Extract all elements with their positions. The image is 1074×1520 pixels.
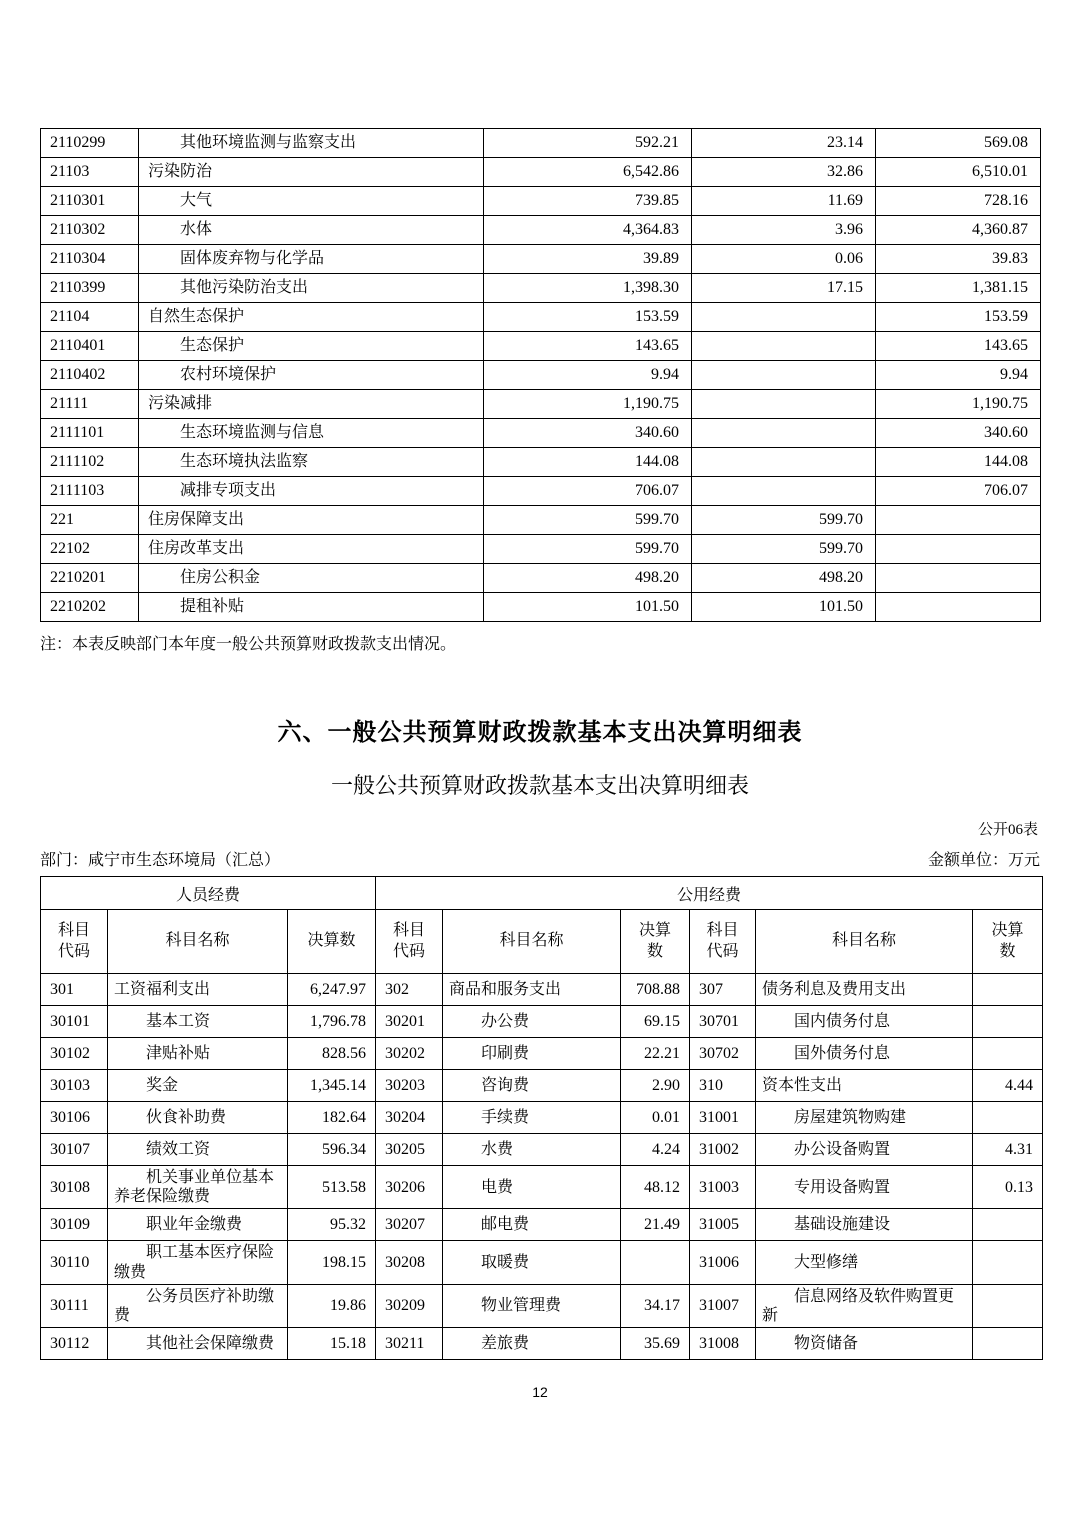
funding-table-row [41,158,1041,187]
detail-table-row [41,974,1043,1006]
amount-cell: 39.83 [876,245,1041,274]
amount-cell: 513.58 [288,1166,376,1209]
subject-name-cell: 津贴补贴 [108,1038,288,1070]
subject-name-cell: 专用设备购置 [756,1166,973,1209]
subject-name-cell: 差旅费 [443,1328,621,1360]
amount-cell: 739.85 [484,187,692,216]
col-header-amount: 决算数 [621,910,690,974]
amount-cell: 9.94 [876,361,1041,390]
subject-name-cell: 生态环境执法监察 [139,448,484,477]
amount-cell: 2.90 [621,1070,690,1102]
subject-name-cell: 取暖费 [443,1241,621,1284]
amount-cell: 4.31 [973,1134,1043,1166]
subject-code-cell: 21104 [41,303,139,332]
subject-code-cell: 30106 [41,1102,108,1134]
funding-table-row [41,274,1041,303]
amount-cell: 340.60 [876,419,1041,448]
detail-table-row [41,1038,1043,1070]
section-heading: 六、一般公共预算财政拨款基本支出决算明细表 [277,719,803,746]
subject-name-cell: 其他社会保障缴费 [108,1328,288,1360]
amount-cell: 144.08 [484,448,692,477]
subject-name-cell: 国外债务付息 [756,1038,973,1070]
subject-code-cell: 30208 [376,1241,443,1284]
subject-name-cell: 电费 [443,1166,621,1209]
subject-name-cell: 物资储备 [756,1328,973,1360]
department-label: 部门：咸宁市生态环境局（汇总） [40,852,281,869]
subject-name-cell: 住房改革支出 [139,535,484,564]
amount-cell: 69.15 [621,1006,690,1038]
subject-code-cell: 30702 [690,1038,756,1070]
amount-cell [621,1241,690,1284]
amount-cell: 11.69 [692,187,876,216]
amount-cell: 1,345.14 [288,1070,376,1102]
amount-cell: 569.08 [876,129,1041,158]
subject-code-cell: 302 [376,974,443,1006]
amount-cell: 4.44 [973,1070,1043,1102]
funding-table-row [41,361,1041,390]
amount-cell: 498.20 [692,564,876,593]
amount-cell: 32.86 [692,158,876,187]
funding-table-row [41,332,1041,361]
amount-cell: 599.70 [692,535,876,564]
column-header-row [41,910,1043,974]
amount-cell: 101.50 [484,593,692,622]
subject-code-cell: 30107 [41,1134,108,1166]
amount-cell [973,1038,1043,1070]
amount-cell: 95.32 [288,1209,376,1241]
amount-cell: 48.12 [621,1166,690,1209]
subject-code-cell: 30102 [41,1038,108,1070]
unit-label: 金额单位：万元 [927,852,1040,869]
amount-cell [692,332,876,361]
funding-table-row [41,245,1041,274]
amount-cell: 15.18 [288,1328,376,1360]
subject-code-cell: 31008 [690,1328,756,1360]
subject-code-cell: 30205 [376,1134,443,1166]
subject-name-cell: 奖金 [108,1070,288,1102]
col-header-amount: 决算数 [288,910,376,974]
amount-cell: 592.21 [484,129,692,158]
subject-code-cell: 307 [690,974,756,1006]
subject-code-cell: 30103 [41,1070,108,1102]
subject-name-cell: 固体废弃物与化学品 [139,245,484,274]
subject-code-cell: 2110401 [41,332,139,361]
detail-table-row [41,1328,1043,1360]
subject-name-cell: 职业年金缴费 [108,1209,288,1241]
amount-cell [692,390,876,419]
table-code-label: 公开06表 [977,822,1038,838]
subject-code-cell: 2110304 [41,245,139,274]
subject-code-cell: 21111 [41,390,139,419]
amount-cell: 599.70 [692,506,876,535]
subject-name-cell: 生态保护 [139,332,484,361]
subject-name-cell: 住房公积金 [139,564,484,593]
subject-name-cell: 大型修缮 [756,1241,973,1284]
subject-name-cell: 信息网络及软件购置更新 [756,1284,973,1327]
amount-cell [692,477,876,506]
subject-name-cell: 工资福利支出 [108,974,288,1006]
group-header-row [41,877,1043,910]
subject-code-cell: 31002 [690,1134,756,1166]
amount-cell: 17.15 [692,274,876,303]
amount-cell: 144.08 [876,448,1041,477]
col-header-name: 科目名称 [443,910,621,974]
amount-cell: 6,542.86 [484,158,692,187]
page-number: 12 [532,1384,548,1401]
subject-name-cell: 房屋建筑物购建 [756,1102,973,1134]
amount-cell: 101.50 [692,593,876,622]
funding-table-row [41,390,1041,419]
amount-cell: 1,398.30 [484,274,692,303]
amount-cell: 9.94 [484,361,692,390]
subject-code-cell: 30110 [41,1241,108,1284]
subject-name-cell: 职工基本医疗保险缴费 [108,1241,288,1284]
amount-cell: 21.49 [621,1209,690,1241]
subject-name-cell: 基础设施建设 [756,1209,973,1241]
amount-cell: 596.34 [288,1134,376,1166]
subject-code-cell: 30112 [41,1328,108,1360]
table-title: 一般公共预算财政拨款基本支出决算明细表 [330,773,749,798]
funding-table-row [41,564,1041,593]
subject-code-cell: 221 [41,506,139,535]
amount-cell [973,1241,1043,1284]
subject-code-cell: 2111103 [41,477,139,506]
group-header-personnel: 人员经费 [41,877,376,910]
subject-name-cell: 污染防治 [139,158,484,187]
col-header-amount: 决算数 [973,910,1043,974]
amount-cell: 599.70 [484,535,692,564]
detail-table-row [41,1006,1043,1038]
detail-table-row [41,1209,1043,1241]
amount-cell: 23.14 [692,129,876,158]
subject-name-cell: 自然生态保护 [139,303,484,332]
funding-table-row [41,419,1041,448]
amount-cell: 4.24 [621,1134,690,1166]
subject-name-cell: 国内债务付息 [756,1006,973,1038]
subject-name-cell: 邮电费 [443,1209,621,1241]
subject-name-cell: 生态环境监测与信息 [139,419,484,448]
subject-name-cell: 资本性支出 [756,1070,973,1102]
amount-cell: 153.59 [876,303,1041,332]
amount-cell [973,1209,1043,1241]
funding-table-row [41,129,1041,158]
amount-cell: 498.20 [484,564,692,593]
amount-cell: 706.07 [484,477,692,506]
subject-code-cell: 310 [690,1070,756,1102]
detail-table-row [41,1102,1043,1134]
amount-cell [876,506,1041,535]
amount-cell: 706.07 [876,477,1041,506]
detail-table-row [41,1166,1043,1209]
amount-cell: 4,364.83 [484,216,692,245]
subject-name-cell: 办公费 [443,1006,621,1038]
amount-cell: 1,796.78 [288,1006,376,1038]
subject-name-cell: 咨询费 [443,1070,621,1102]
subject-code-cell: 2210201 [41,564,139,593]
subject-code-cell: 2110301 [41,187,139,216]
subject-code-cell: 31001 [690,1102,756,1134]
amount-cell [973,1284,1043,1327]
funding-table-row [41,477,1041,506]
subject-code-cell: 30206 [376,1166,443,1209]
subject-name-cell: 印刷费 [443,1038,621,1070]
subject-name-cell: 其他污染防治支出 [139,274,484,303]
funding-table-row [41,448,1041,477]
funding-table-row [41,187,1041,216]
detail-table-row [41,1070,1043,1102]
amount-cell: 182.64 [288,1102,376,1134]
amount-cell: 22.21 [621,1038,690,1070]
funding-expenditure-table [40,128,1041,622]
table-meta-row [40,847,1040,870]
subject-name-cell: 农村环境保护 [139,361,484,390]
col-header-code: 科目代码 [690,910,756,974]
subject-code-cell: 2210202 [41,593,139,622]
funding-table-row [41,506,1041,535]
subject-name-cell: 机关事业单位基本养老保险缴费 [108,1166,288,1209]
amount-cell: 708.88 [621,974,690,1006]
amount-cell: 143.65 [484,332,692,361]
amount-cell [692,448,876,477]
subject-code-cell: 2111102 [41,448,139,477]
amount-cell: 39.89 [484,245,692,274]
amount-cell: 0.13 [973,1166,1043,1209]
subject-name-cell: 大气 [139,187,484,216]
subject-name-cell: 基本工资 [108,1006,288,1038]
subject-name-cell: 公务员医疗补助缴费 [108,1284,288,1327]
subject-code-cell: 2110302 [41,216,139,245]
amount-cell: 1,190.75 [876,390,1041,419]
amount-cell: 6,510.01 [876,158,1041,187]
amount-cell: 828.56 [288,1038,376,1070]
subject-code-cell: 30101 [41,1006,108,1038]
subject-name-cell: 水费 [443,1134,621,1166]
col-header-code: 科目代码 [376,910,443,974]
funding-table-row [41,535,1041,564]
amount-cell: 728.16 [876,187,1041,216]
funding-table-row [41,593,1041,622]
subject-name-cell: 住房保障支出 [139,506,484,535]
col-header-name: 科目名称 [756,910,973,974]
amount-cell: 19.86 [288,1284,376,1327]
subject-code-cell: 30201 [376,1006,443,1038]
amount-cell: 153.59 [484,303,692,332]
amount-cell [973,974,1043,1006]
subject-code-cell: 30109 [41,1209,108,1241]
basic-expenditure-detail-table [40,876,1043,1360]
amount-cell [876,564,1041,593]
amount-cell: 340.60 [484,419,692,448]
amount-cell [876,535,1041,564]
subject-name-cell: 债务利息及费用支出 [756,974,973,1006]
subject-code-cell: 30211 [376,1328,443,1360]
funding-table-row [41,216,1041,245]
subject-code-cell: 30204 [376,1102,443,1134]
amount-cell: 3.96 [692,216,876,245]
subject-code-cell: 31007 [690,1284,756,1327]
subject-code-cell: 31003 [690,1166,756,1209]
amount-cell [692,419,876,448]
col-header-name: 科目名称 [108,910,288,974]
subject-name-cell: 物业管理费 [443,1284,621,1327]
subject-name-cell: 办公设备购置 [756,1134,973,1166]
subject-code-cell: 31006 [690,1241,756,1284]
subject-code-cell: 30207 [376,1209,443,1241]
detail-table-row [41,1241,1043,1284]
subject-code-cell: 30701 [690,1006,756,1038]
amount-cell [692,361,876,390]
subject-name-cell: 污染减排 [139,390,484,419]
amount-cell: 0.01 [621,1102,690,1134]
detail-table-row [41,1284,1043,1327]
amount-cell: 6,247.97 [288,974,376,1006]
amount-cell: 0.06 [692,245,876,274]
amount-cell [876,593,1041,622]
subject-name-cell: 减排专项支出 [139,477,484,506]
subject-code-cell: 21103 [41,158,139,187]
amount-cell [973,1102,1043,1134]
amount-cell: 1,190.75 [484,390,692,419]
amount-cell: 198.15 [288,1241,376,1284]
subject-name-cell: 其他环境监测与监察支出 [139,129,484,158]
amount-cell [973,1006,1043,1038]
subject-code-cell: 30209 [376,1284,443,1327]
amount-cell: 143.65 [876,332,1041,361]
subject-name-cell: 商品和服务支出 [443,974,621,1006]
col-header-code: 科目代码 [41,910,108,974]
amount-cell [973,1328,1043,1360]
subject-code-cell: 30108 [41,1166,108,1209]
subject-name-cell: 提租补贴 [139,593,484,622]
subject-name-cell: 绩效工资 [108,1134,288,1166]
table-note: 注：本表反映部门本年度一般公共预算财政拨款支出情况。 [40,636,457,653]
subject-name-cell: 手续费 [443,1102,621,1134]
subject-code-cell: 2110299 [41,129,139,158]
subject-code-cell: 30202 [376,1038,443,1070]
subject-code-cell: 31005 [690,1209,756,1241]
subject-code-cell: 22102 [41,535,139,564]
amount-cell: 4,360.87 [876,216,1041,245]
subject-code-cell: 2110402 [41,361,139,390]
subject-code-cell: 30203 [376,1070,443,1102]
amount-cell: 35.69 [621,1328,690,1360]
subject-code-cell: 301 [41,974,108,1006]
amount-cell: 599.70 [484,506,692,535]
amount-cell: 34.17 [621,1284,690,1327]
amount-cell [692,303,876,332]
subject-code-cell: 2111101 [41,419,139,448]
amount-cell: 1,381.15 [876,274,1041,303]
subject-code-cell: 2110399 [41,274,139,303]
group-header-public: 公用经费 [376,877,1043,910]
funding-table-row [41,303,1041,332]
detail-table-row [41,1134,1043,1166]
subject-name-cell: 伙食补助费 [108,1102,288,1134]
subject-code-cell: 30111 [41,1284,108,1327]
subject-name-cell: 水体 [139,216,484,245]
